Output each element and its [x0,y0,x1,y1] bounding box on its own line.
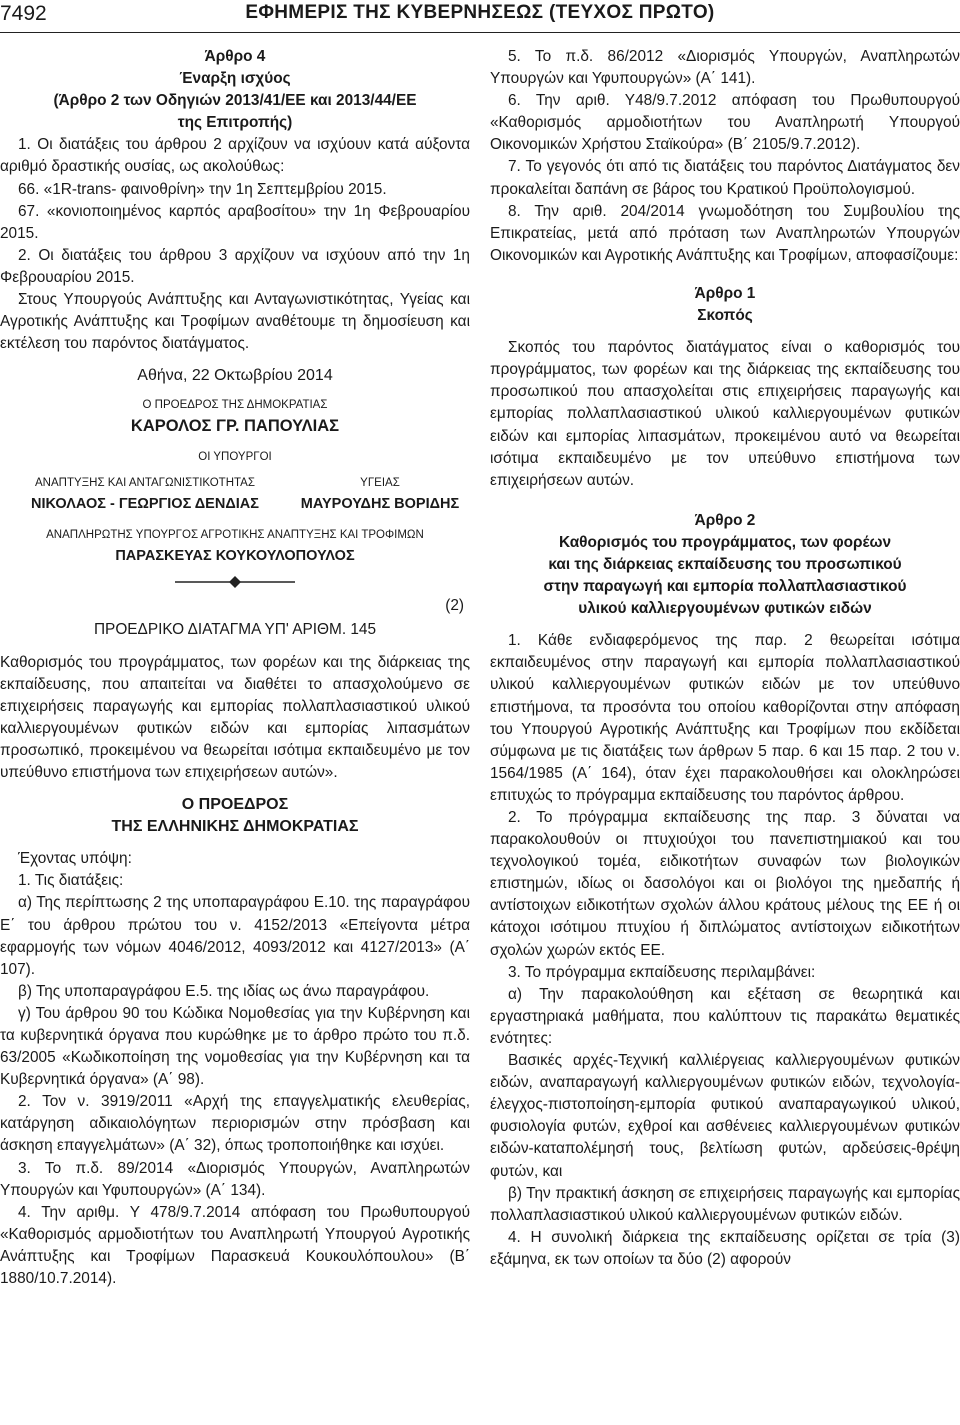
ministers-label: ΟΙ ΥΠΟΥΡΓΟΙ [198,451,272,464]
gazette-title: ΕΦΗΜΕΡΙΣ ΤΗΣ ΚΥΒΕΡΝΗΣΕΩΣ (ΤΕΥΧΟΣ ΠΡΩΤΟ) [245,2,715,23]
paragraph: 8. Την αριθ. 204/2014 γνωμοδότηση του Συμβουλίου της Επικρατείας, μετά από πρόταση των Αναπληρωτών Υπουργών Οικονομικών και Αγροτικής Ανάπτυξης και Τροφίμων, αποφασίζουμε: [490,202,960,264]
minister-name: ΝΙΚΟΛΑΟΣ - ΓΕΩΡΓΙΟΣ ΔΕΝΔΙΑΣ [31,496,259,513]
minister-name: ΠΑΡΑΣΚΕΥΑΣ ΚΟΥΚΟΥΛΟΠΟΥΛΟΣ [115,548,355,565]
paragraph: 1. Τις διατάξεις: [18,872,124,890]
page-number: 7492 [0,2,47,25]
president-name: ΚΑΡΟΛΟΣ ΓΡ. ΠΑΠΟΥΛΙΑΣ [130,417,340,436]
page-header [0,0,960,34]
president-title: Ο ΠΡΟΕΔΡΟΣ ΤΗΣ ΔΗΜΟΚΡΑΤΙΑΣ [142,399,328,412]
paragraph: Σκοπός του παρόντος διατάγματος είναι ο καθορισμός του προγράμματος, των φορέων και της διάρκειας της εκπαίδευσης του προσωπικού που απασχολείται στις επιχειρήσεις παραγωγής και εμπορίας πολλαπλασιαστικού υλικού καλλιεργουμένων φυτικών ειδών και εμπορίας λιπασμάτων, προκειμένου αυτό να θεωρείται ισότιμα εκπαιδευμένο με τον υπεύθυνο επιστήμονα των επιχειρήσεων αυτών. [490,339,960,489]
article-2-heading: Άρθρο 2 [694,511,756,529]
article-4-ref: (Άρθρο 2 των Οδηγιών 2013/41/ΕΕ και 2013/44/ΕΕ [53,92,417,110]
header-rule [0,32,960,33]
minister-title: ΑΝΑΠΤΥΞΗΣ ΚΑΙ ΑΝΤΑΓΩΝΙΣΤΙΚΟΤΗΤΑΣ [35,477,255,490]
paragraph: α) Την παρακολούθηση και εξέταση σε θεωρητικά και εργαστηριακά μαθήματα, που καλύπτουν τις παρακάτω θεματικές ενότητες: [490,985,960,1047]
paragraph: 66. «1R-trans- φαινοθρίνη» την 1η Σεπτεμβρίου 2015. [18,180,387,198]
decree-marker: (2) [445,597,464,615]
president-heading-cont: ΤΗΣ ΕΛΛΗΝΙΚΗΣ ΔΗΜΟΚΡΑΤΙΑΣ [111,818,359,836]
article-4-title: Έναρξη ισχύος [179,70,291,88]
minister-title: ΥΓΕΙΑΣ [360,477,400,490]
paragraph: 7. Το γεγονός ότι από τις διατάξεις του παρόντος Διατάγματος δεν προκαλείται δαπάνη σε βάρος του Κρατικού Προϋπολογισμού. [490,158,960,198]
paragraph: 5. Το π.δ. 86/2012 «Διορισμός Υπουργών, Αναπληρωτών Υπουργών και Υφυπουργών» (Α΄ 141). [490,48,960,88]
right-column [490,46,960,1271]
paragraph: 1. Οι διατάξεις του άρθρου 2 αρχίζουν να ισχύουν κατά αύξοντα αριθμό δραστικής ουσίας, ως ακολούθως: [0,136,470,176]
paragraph: 2. Τον ν. 3919/2011 «Αρχή της επαγγελματικής ελευθερίας, κατάργηση αδικαιολόγητων περιορισμών στην πρόσβαση και άσκηση επαγγελμάτων» (Α΄ 32), όπως τροποποιήθηκε και ισχύει. [0,1093,470,1155]
decree-title: ΠΡΟΕΔΡΙΚΟ ΔΙΑΤΑΓΜΑ ΥΠ' ΑΡΙΘΜ. 145 [93,621,377,639]
section-divider [0,569,470,595]
signature-row [0,475,470,517]
paragraph: 4. Η συνολική διάρκεια της εκπαίδευσης ορίζεται σε τρία (3) εξάμηνα, εκ των οποίων τα δύο (2) αφορούν [490,1228,960,1268]
left-column [0,46,470,1290]
article-2-title-cont: και της διάρκειας εκπαίδευσης του προσωπικού [548,555,902,573]
paragraph: Έχοντας υπόψη: [18,850,132,868]
article-2-title-cont: στην παραγωγή και εμπορία πολλαπλασιαστικού [543,578,907,596]
paragraph: 67. «κονιοποιημένος καρπός αραβοσίτου» την 1η Φεβρουαρίου 2015. [0,202,470,242]
paragraph: 3. Το πρόγραμμα εκπαίδευσης περιλαμβάνει: [508,963,816,981]
paragraph: 3. Το π.δ. 89/2014 «Διορισμός Υπουργών, Αναπληρωτών Υπουργών και Υφυπουργών» (Α΄ 134). [0,1159,470,1199]
article-2-title: Καθορισμός του προγράμματος, των φορέων [558,533,892,551]
president-heading: Ο ΠΡΟΕΔΡΟΣ [181,796,289,814]
article-1-heading: Άρθρο 1 [694,284,756,302]
minister-name: ΜΑΥΡΟΥΔΗΣ ΒΟΡΙΔΗΣ [300,496,460,513]
paragraph: Στους Υπουργούς Ανάπτυξης και Ανταγωνιστικότητας, Υγείας και Αγροτικής Ανάπτυξης και Τροφίμων αναθέτουμε τη δημοσίευση και εκτέλεση του παρόντος διατάγματος. [0,291,470,353]
decree-subject: Καθορισμός του προγράμματος, των φορέων και της διάρκειας της εκπαίδευσης, που απαιτείται να διαθέτει το απασχολούμενο σε επιχειρήσεις παραγωγής και εμπορίας πολλαπλασιαστικού υλικού καλλιεργουμένων φυτικών ειδών και εμπορίας λιπασμάτων προσωπικό, προκειμένου να θεωρείται ισότιμα εκπαιδευμένο με τον υπεύθυνο επιστήμονα των επιχειρήσεων αυτών». [0,653,470,781]
paragraph: Βασικές αρχές-Τεχνική καλλιέργειας καλλιεργουμένων φυτικών ειδών, αναπαραγωγή καλλιεργουμένων φυτικών ειδών, τεχνολογία-έλεγχος-πιστοποίηση-εμπορία φυτικού αναπαραγωγικού υλικού, φυσιολογία φυτών, εχθροί και ασθένειες καλλιεργουμένων φυτικών ειδών-καταπολέμησή τους, βελτίωση φυτών, αρδεύσεις-θρέψη φυτών, και [490,1052,960,1180]
diamond-divider-icon [175,575,295,589]
article-1-title: Σκοπός [697,307,753,325]
minister-title: ΑΝΑΠΛΗΡΩΤΗΣ ΥΠΟΥΡΓΟΣ ΑΓΡΟΤΙΚΗΣ ΑΝΑΠΤΥΞΗΣ ΚΑΙ ΤΡΟΦΙΜΩΝ [46,529,424,542]
paragraph: α) Της περίπτωσης 2 της υποπαραγράφου Ε.10. της παραγράφου Ε΄ του άρθρου πρώτου του ν. 4152/2013 «Επείγοντα μέτρα εφαρμογής των νόμων 4046/2012, 4093/2012 και 4127/2013» (Α΄ 107). [0,894,470,978]
paragraph: 4. Την αριθμ. Υ 478/9.7.2014 απόφαση του Πρωθυπουργού «Καθορισμός αρμοδιοτήτων του Αναπληρωτή Υπουργού Αγροτικής Ανάπτυξης και Τροφίμων Παρασκευά Κουκουλόπουλου» (Β΄ 1880/10.7.2014). [0,1203,470,1288]
paragraph: γ) Του άρθρου 90 του Κώδικα Νομοθεσίας για την Κυβέρνηση και τα κυβερνητικά όργανα που κυρώθηκε με το άρθρο πρώτο του π.δ. 63/2005 «Κωδικοποίηση της νομοθεσίας για την Κυβέρνηση και τα Κυβερνητικά όργανα» (Α΄ 98). [0,1004,470,1089]
article-4-heading: Άρθρο 4 [204,48,266,65]
paragraph: 2. Το πρόγραμμα εκπαίδευσης της παρ. 3 δύναται να παρακολουθούν οι πτυχιούχοι του πανεπιστημιακού και του τεχνολογικού τομέα, ειδικοτήτων συναφών των βιολογικών επιστημών, ιδίως οι δασολόγοι και οι βιολόγοι της ημεδαπής ή αντίστοιχων ειδικοτήτων σχολών άλλου κράτους μέλους της ΕΕ ή οι κάτοχοι ισότιμου πτυχίου ή διπλώματος αντίστοιχων ειδικοτήτων σχολών χωρών εκτός ΕΕ. [490,809,960,959]
paragraph: 6. Την αριθ. Υ48/9.7.2012 απόφαση του Πρωθυπουργού «Καθορισμός αρμοδιοτήτων του Αναπληρωτή Υπουργού Οικονομικών Χρήστου Σταϊκούρα» (Β΄ 2105/9.7.2012). [490,92,960,154]
place-date: Αθήνα, 22 Οκτωβρίου 2014 [137,367,333,385]
decree-heading-block [0,595,470,641]
paragraph: 2. Οι διατάξεις του άρθρου 3 αρχίζουν να ισχύουν από την 1η Φεβρουαρίου 2015. [0,246,470,286]
paragraph: 1. Κάθε ενδιαφερόμενος της παρ. 2 θεωρείται ισότιμα εκπαιδευμένος στην παραγωγή και εμπορία πολλαπλασιαστικού υλικού καλλιεργουμένων φυτικών ειδών με τον υπεύθυνο επιστήμονα, τα προσόντα του οποίου καθορίζονται στην απόφαση του Υπουργού Αγροτικής Ανάπτυξης και Τροφίμων που εκδίδεται σύμφωνα με τις διατάξεις των άρθρων 5 παρ. 6 και 15 παρ. 2 του ν. 1564/1985 (Α΄ 164), όταν έχει παρακολουθήσει και ολοκληρώσει επιτυχώς το πρόγραμμα εκπαίδευσης του παρόντος άρθρου. [490,632,960,804]
article-2-title-cont: υλικού καλλιεργουμένων φυτικών ειδών [578,600,872,618]
paragraph: β) Της υποπαραγράφου Ε.5. της ιδίας ως άνω παραγράφου. [18,982,430,1000]
paragraph: β) Την πρακτική άσκηση σε επιχειρήσεις παραγωγής και εμπορίας πολλαπλασιαστικού υλικού καλλιεργουμένων φυτικών ειδών. [490,1184,960,1224]
article-4-ref-cont: της Επιτροπής) [177,114,293,132]
